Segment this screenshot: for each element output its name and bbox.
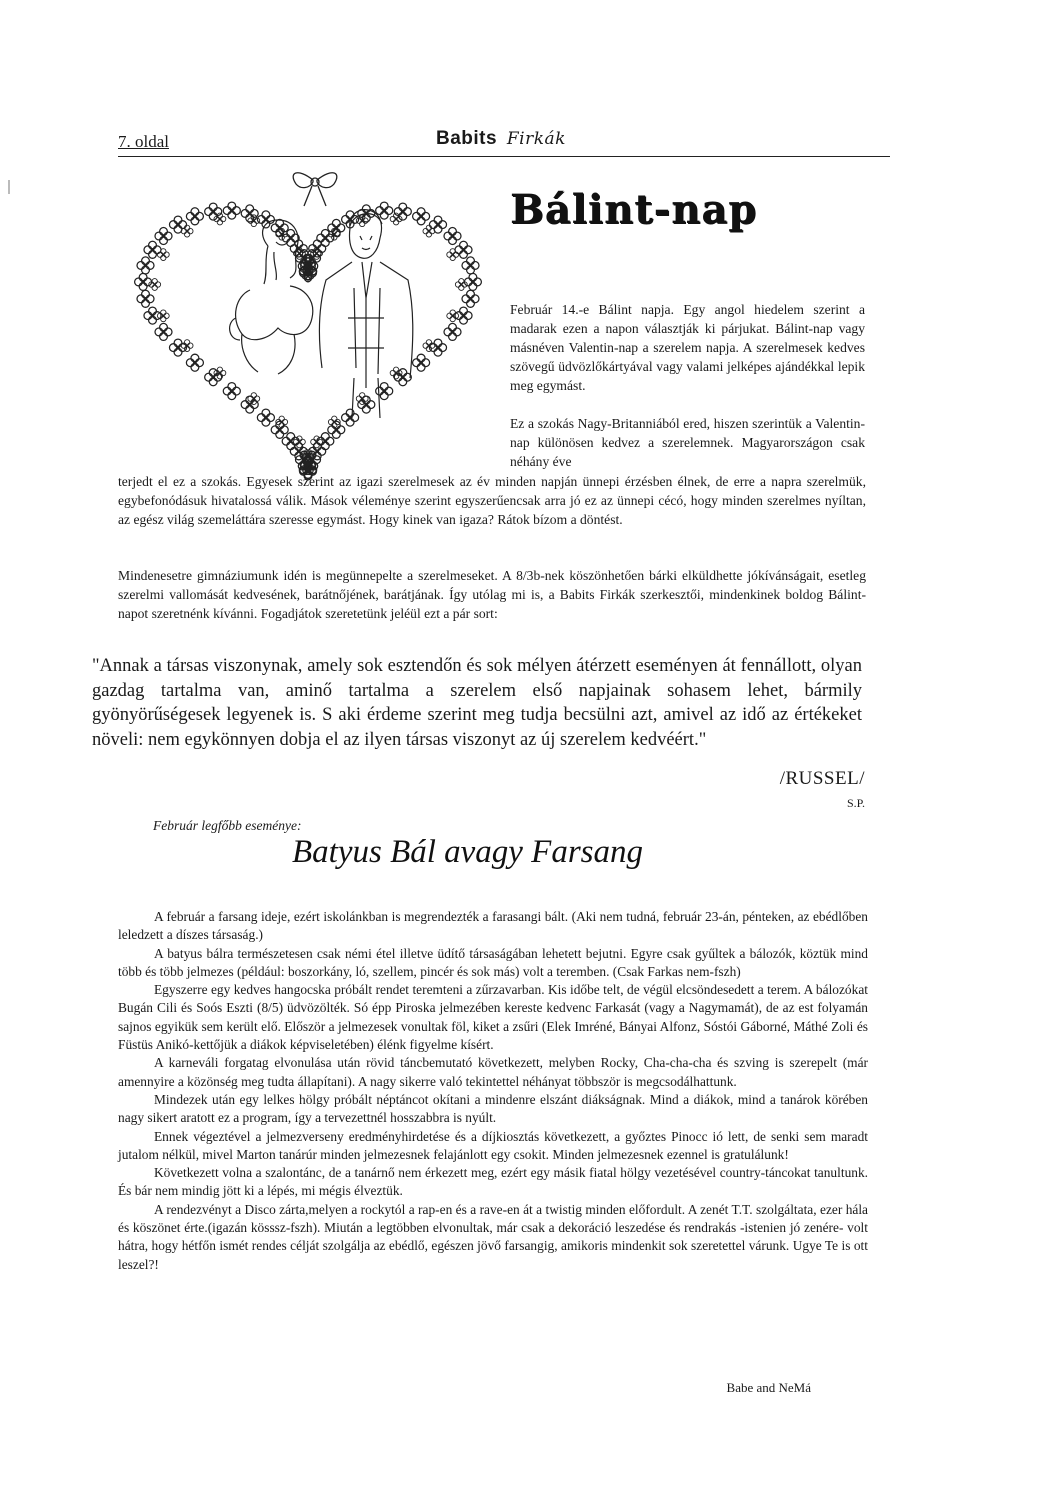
article-title-balint-nap: Bálint-nap	[510, 186, 758, 233]
flower-icon	[423, 225, 435, 237]
flower-icon	[358, 396, 375, 413]
flower-icon	[223, 202, 240, 219]
bow-icon	[293, 173, 337, 206]
flower-icon	[455, 241, 472, 258]
russel-quote: "Annak a társas viszonynak, amely sok esztendőn és sok mélyen átérzett eseményen át fennállott, olyan gazdag tartalma van, aminő tartalma a szerelem első napjainak sohasem lehet, bármily gyönyörűségesek legyenek is. S aki érdeme szerint meg tudja becsülni azt, amivel az idő az értékeket növeli: nem egykönnyen dobja el az ilyen társas viszonyt az új szerelem kedvéért."	[92, 656, 862, 750]
flower-icon	[444, 323, 461, 340]
masthead-script: Firkák	[506, 129, 566, 149]
flower-icon	[282, 433, 299, 450]
flower-icon	[429, 339, 446, 356]
flower-icon	[155, 323, 172, 340]
article-paragraph: Egyszerre egy kedves hangocska próbált rendet teremteni a zűrzavarban. Kis időbe telt, de végül elcsöndesedett a terem. A bálozókat Bugán Cili és Soós Eszti (8/5) üdvözölték. Só épp Piroska jelmezében kereste kedvenc Farkasát (vagy a Nagymamát), de az est folyamán sajnos egyikük sem került elő. Először a jelmezesek vonultak föl, kiket a zsűri (Elek Imréné, Bányai Alfonz, Sóstói Gáborné, Máthé Zoli és Füstüs Anikó-kettőjük a diákok képviseletében) élénk figyelme kísért.	[118, 982, 868, 1053]
flower-icon	[135, 273, 152, 290]
flower-icon	[137, 290, 154, 307]
heart-couple-illustration	[118, 168, 498, 486]
flower-icon	[144, 241, 161, 258]
flower-icon	[413, 354, 430, 371]
article-paragraph: A batyus bálra természetesen csak némi étel illetve üdítő társaságában lehetett bejutni. Egyre csak gyűltek a bálozók, köztük mind több és több jelmezes (például: boszorkány, ló, szellem, pincér és sok más) volt a teremben. (Csak Farkas nem-fszh)	[118, 945, 868, 979]
masthead	[436, 128, 566, 150]
flower-garland	[135, 202, 482, 480]
article-paragraph: A rendezvényt a Disco zárta,melyen a rockytól a rap-en és a rave-en át a twistig minden előfordult. A zenét T.T. szolgáltata, ezer hála és köszönet érte.(igazán kösssz-fszh). Miután a legtöbben elvonultak, már csak a dekoráció leszedése és rendrakás -istenien jó zenére- volt hátra, hogy hétfőn ismét rendes célját szolgálja az ebédlő, egészen jövő farsangig, amikoris mindenkit sok szeretettel várunk. Ugye Te is ott leszel?!	[118, 1201, 868, 1272]
origin-paragraph-start: Ez a szokás Nagy-Britanniából ered, hiszen szerintük a Valentin-nap különösen kedvez a szerelemnek. Magyarországon csak néhány éve	[510, 416, 865, 469]
event-label: Február legfőbb eseménye:	[153, 818, 302, 833]
flower-icon	[462, 257, 479, 274]
flower-icon	[241, 396, 258, 413]
flower-icon	[444, 227, 461, 244]
flower-icon	[169, 339, 186, 356]
flower-icon	[462, 290, 479, 307]
flower-icon	[317, 433, 334, 450]
article-paragraph: Következett volna a szalontánc, de a tanárnő nem érkezett meg, ezért egy másik fiatal hölgy vezetésével country-táncokat tanultunk. És bár nem mindig jött ki a lépés, mi mégis élveztük.	[118, 1165, 868, 1199]
school-paragraph: Mindenesetre gimnáziumunk idén is megünnepelte a szerelmeseket. A 8/3b-nek köszönhetően bárki elküldhette jókívánságait, esetleg szerelmi vallomását kedvesének, barátnőjének, barátjának. Így utólag mi is, a Babits Firkák szerkesztői, mindenkinek boldog Bálint-napot szeretnénk kívánni. Fogadjátok szeretetünk jeléül ezt a pár sort:	[118, 568, 866, 621]
flower-icon	[155, 227, 172, 244]
flower-icon	[181, 340, 193, 352]
flower-icon	[429, 216, 446, 233]
intro-paragraph: Február 14.-e Bálint napja. Egy angol hiedelem szerint a madarak ezen a napon választják ki párjukat. Bálint-nap vagy másnéven Valentin-nap a szerelem napja. A szerelmesek kedves szövegű üdvözlőkártyával vagy valami jelképes ajándékkal lepik meg egymást.	[510, 302, 865, 393]
article-signature: Babe and NeMá	[726, 1380, 811, 1395]
flower-icon	[447, 249, 459, 261]
flower-icon	[257, 409, 274, 426]
flower-icon	[464, 273, 481, 290]
masthead-title: Babits	[436, 128, 498, 149]
flower-icon	[144, 307, 161, 324]
article-paragraph: Mindezek után egy lelkes hölgy próbált néptáncot okítani a mindenre elszánt diákságnak. Mind a diákok, mind a tanárok körében nagy sikert aratott ez a program, így a tervezettnél hosszabbra is nyúlt.	[118, 1091, 868, 1126]
article-paragraph: A február a farsang ideje, ezért iskolánkban is megrendezték a farasangi bált. (Aki nem tudná, február 23-án, pénteken, az ebédlőben leledzett a díszes társaság.)	[118, 909, 868, 943]
scan-speck	[8, 180, 10, 194]
flower-icon	[181, 225, 193, 237]
flower-icon	[186, 208, 203, 225]
flower-icon	[223, 383, 240, 400]
flower-icon	[157, 249, 169, 261]
article-paragraph: A karneváli forgatag elvonulása után rövid táncbemutató következett, melyben Rocky, Cha-cha-cha és szving is szerepelt (már amennyire a közönség meg tudta állapítani). A nagy sikerre való tekintettel néhányat többször is megcsodálhattunk.	[118, 1055, 868, 1089]
flower-icon	[413, 208, 430, 225]
origin-paragraph-rest: terjedt el ez a szokás. Egyesek szerint az igazi szerelmesek az év minden napján ünnepi érzésben élnek, de erre a napra szerelmük, egybefonódásuk hivatalossá válik. Mások véleménye szerint egyszerűencsak arra jó ez az ünnepi cécó, hogy minden szerelmes nyíltan, az egész világ szemeláttára szeresse egymást. Hogy kinek van igaza? Rátok bízom a döntést.	[118, 474, 866, 527]
flower-icon	[455, 307, 472, 324]
flower-icon	[423, 340, 435, 352]
page-number: 7. oldal	[118, 132, 169, 151]
article-title-batyus-bal: Batyus Bál avagy Farsang	[292, 834, 644, 870]
flower-icon	[186, 354, 203, 371]
page-header	[118, 128, 890, 157]
article-paragraph: Ennek végeztével a jelmezverseny eredményhirdetése és a díjkiosztás következett, a győztes Pinocc ió lett, de senki sem maradt jutalom nélkül, mivel Marton tanárúr minden jelmezesnek felajánlott egy csokit. Minden jelmezesnek ezennel is gratulálunk!	[118, 1128, 868, 1162]
author-initials: S.P.	[846, 796, 865, 810]
flower-icon	[169, 216, 186, 233]
farsang-article	[118, 908, 868, 1274]
quote-author: /RUSSEL/	[779, 768, 865, 789]
flower-icon	[137, 257, 154, 274]
flower-icon	[342, 409, 359, 426]
